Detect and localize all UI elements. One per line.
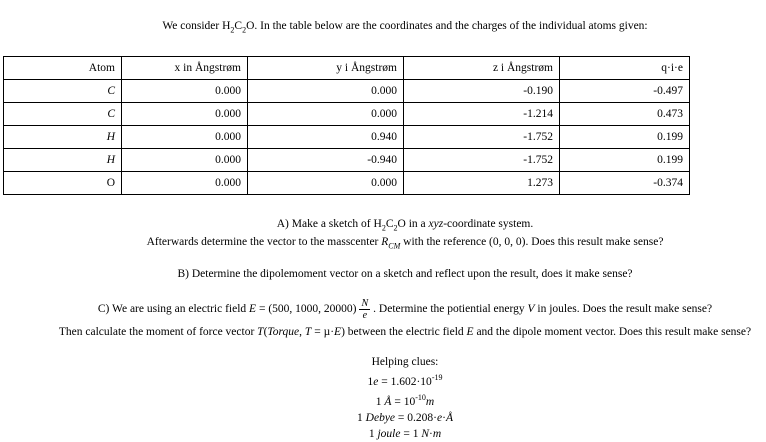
col-header-atom: Atom	[4, 57, 122, 80]
col-header-z: z i Ångstrøm	[404, 57, 560, 80]
intro-text: We consider $H_2C_2O$. In the table below are the coordinates and the charges of the individual atoms given:	[162, 20, 648, 35]
fraction-n-over-e: $\frac{N}{e}$	[361, 298, 369, 321]
col-header-y: y i Ångstrøm	[248, 57, 404, 80]
formula: $H_2C_2O$	[222, 20, 255, 35]
table-row: H 0.000 -0.940 -1.752 0.199	[4, 149, 690, 172]
task-a-line2: Afterwards determine the vector to the masscenter $R_{CM}$ with the reference (0, 0, 0). Does this result make sense?	[146, 236, 664, 251]
table-row: O 0.000 0.000 1.273 -0.374	[4, 172, 690, 195]
clues-title: Helping clues:	[371, 356, 439, 368]
clue-electron-charge: $1e = 1.602\cdot 10^{-19}$	[367, 373, 443, 388]
table-row: H 0.000 0.940 -1.752 0.199	[4, 126, 690, 149]
clue-joule: 1 joule = 1 N·m	[368, 427, 442, 440]
table-row: C 0.000 0.000 -0.190 -0.497	[4, 80, 690, 103]
table-row: C 0.000 0.000 -1.214 0.473	[4, 103, 690, 126]
col-header-x: x in Ångstrøm	[122, 57, 248, 80]
clue-debye: 1 Debye = 0.208·e·Å	[357, 411, 453, 424]
formula: $H_2C_2O$	[373, 218, 406, 233]
helping-clues	[0, 354, 766, 442]
task-b: B) Determine the dipolemoment vector on a sketch and reflect upon the result, does it make sense?	[177, 268, 633, 280]
task-a-line1: A) Make a sketch of $H_2C_2O$ in a xyz-coordinate system.	[276, 218, 534, 233]
table-header-row	[4, 57, 690, 80]
atom-table	[3, 56, 690, 195]
col-header-charge: q·i·e	[560, 57, 690, 80]
clue-angstrom: 1 Å = $10^{-10}m$	[375, 392, 435, 408]
task-c-line1: C) We are using an electric field E = (500, 1000, 20000) $\frac{N}{e}$ . Determine the potiential energy V in joules. Does the result make sense?	[97, 298, 713, 321]
task-c-line2: Then calculate the moment of force vector T(Torque, T = µ·E) between the electric field E and the dipole moment vector. Does this result make sense?	[58, 326, 752, 338]
